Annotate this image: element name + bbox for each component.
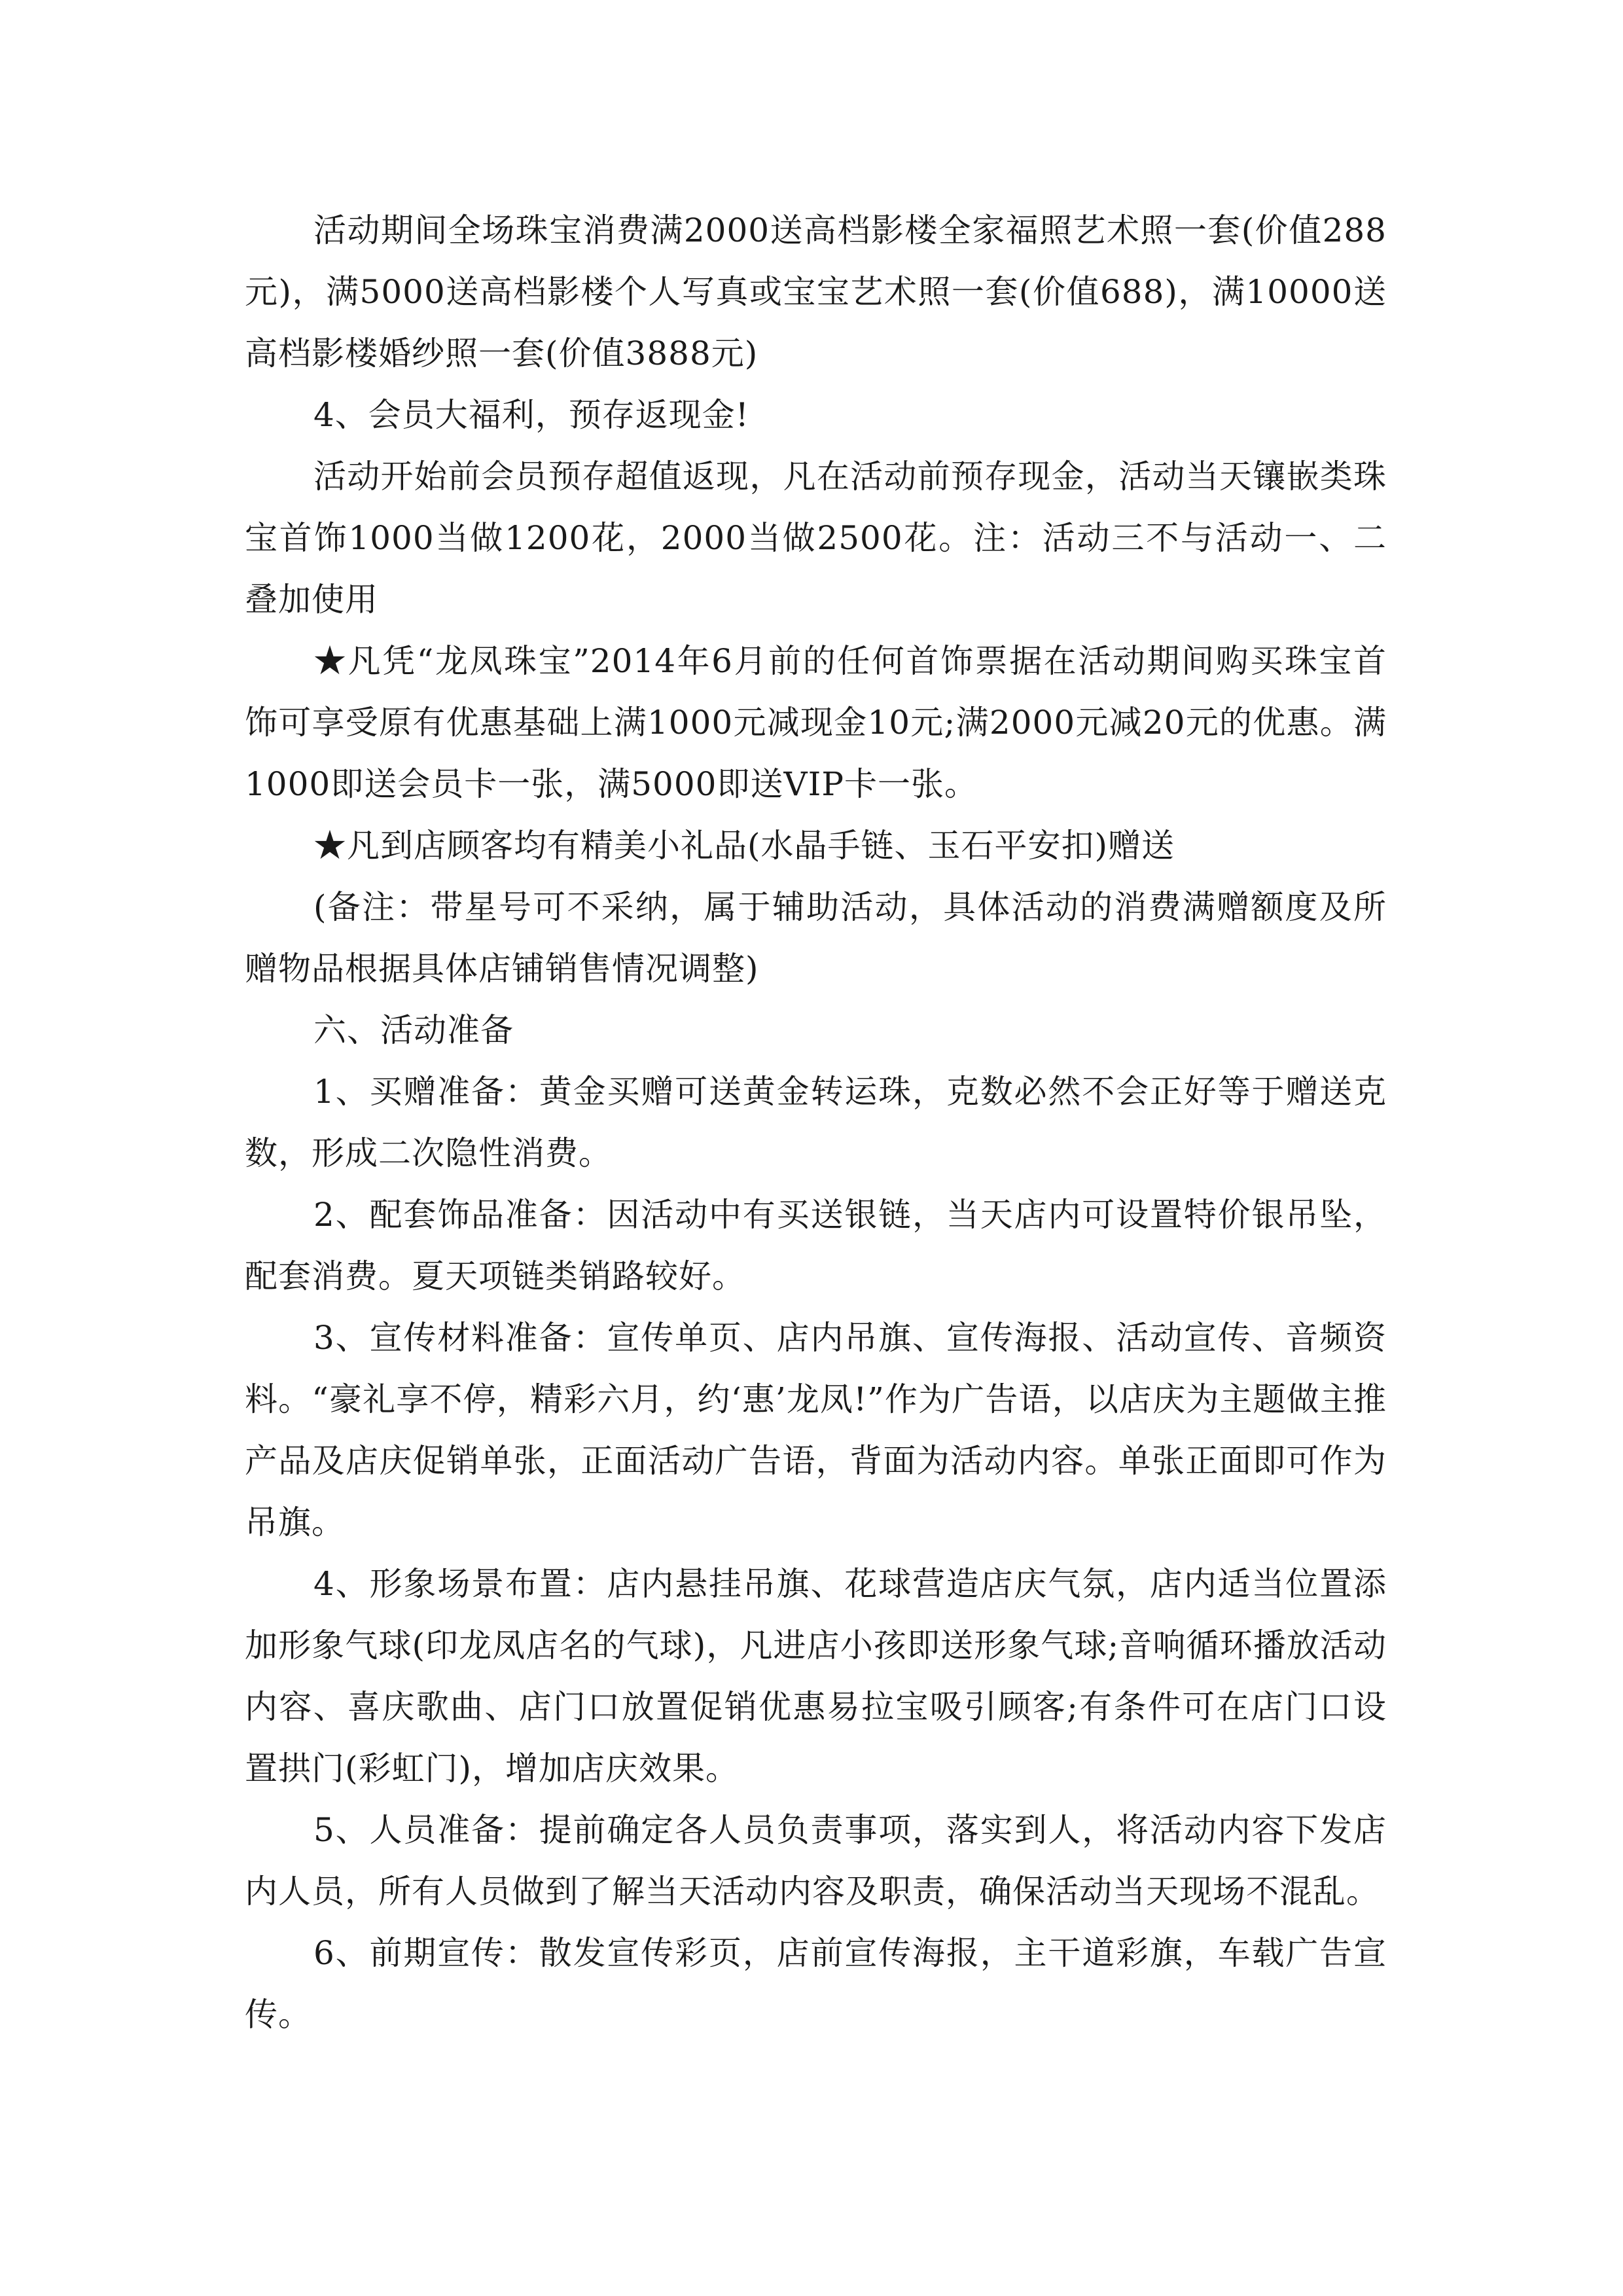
paragraph-gift-photo: 活动期间全场珠宝消费满2000送高档影楼全家福照艺术照一套(价值288元)，满5000送高档影楼个人写真或宝宝艺术照一套(价值688)，满10000送高档影楼婚纱照一套(价值3888元) (245, 211, 1387, 372)
paragraph-remark: (备注：带星号可不采纳，属于辅助活动，具体活动的消费满赠额度及所赠物品根据具体店铺销售情况调整) (245, 888, 1387, 988)
paragraph-prep-scene: 4、形象场景布置：店内悬挂吊旗、花球营造店庆气氛，店内适当位置添加形象气球(印龙凤店名的气球)，凡进店小孩即送形象气球;音响循环播放活动内容、喜庆歌曲、店门口放置促销优惠易拉宝吸引顾客;有条件可在店门口设置拱门(彩虹门)，增加店庆效果。 (245, 1565, 1387, 1787)
paragraph-small-gift: ★凡到店顾客均有精美小礼品(水晶手链、玉石平安扣)赠送 (313, 827, 1175, 865)
paragraph-prep-promotion: 6、前期宣传：散发宣传彩页，店前宣传海报，主干道彩旗，车载广告宣传。 (245, 1934, 1387, 2034)
paragraph-prep-gift: 1、买赠准备：黄金买赠可送黄金转运珠，克数必然不会正好等于赠送克数，形成二次隐性消费。 (245, 1073, 1387, 1172)
paragraph-prep-staff: 5、人员准备：提前确定各人员负责事项，落实到人，将活动内容下发店内人员，所有人员做到了解当天活动内容及职责，确保活动当天现场不混乱。 (245, 1811, 1387, 1910)
paragraph-member-deposit: 活动开始前会员预存超值返现，凡在活动前预存现金，活动当天镶嵌类珠宝首饰1000当做1200花，2000当做2500花。注：活动三不与活动一、二叠加使用 (245, 457, 1387, 619)
paragraph-member-heading: 4、会员大福利，预存返现金! (313, 396, 749, 434)
paragraph-prep-materials: 3、宣传材料准备：宣传单页、店内吊旗、宣传海报、活动宣传、音频资料。“豪礼享不停，精彩六月，约‘惠’龙凤!”作为广告语，以店庆为主题做主推产品及店庆促销单张，正面活动广告语，背面为活动内容。单张正面即可作为吊旗。 (245, 1319, 1387, 1541)
paragraph-receipt-offer: ★凡凭“龙凤珠宝”2014年6月前的任何首饰票据在活动期间购买珠宝首饰可享受原有优惠基础上满1000元减现金10元;满2000元减20元的优惠。满1000即送会员卡一张，满5000即送VIP卡一张。 (245, 642, 1387, 803)
section-heading-preparation: 六、活动准备 (313, 1011, 514, 1049)
paragraph-prep-accessories: 2、配套饰品准备：因活动中有买送银链，当天店内可设置特价银吊坠，配套消费。夏天项链类销路较好。 (245, 1196, 1387, 1295)
document-body (245, 200, 1387, 2045)
